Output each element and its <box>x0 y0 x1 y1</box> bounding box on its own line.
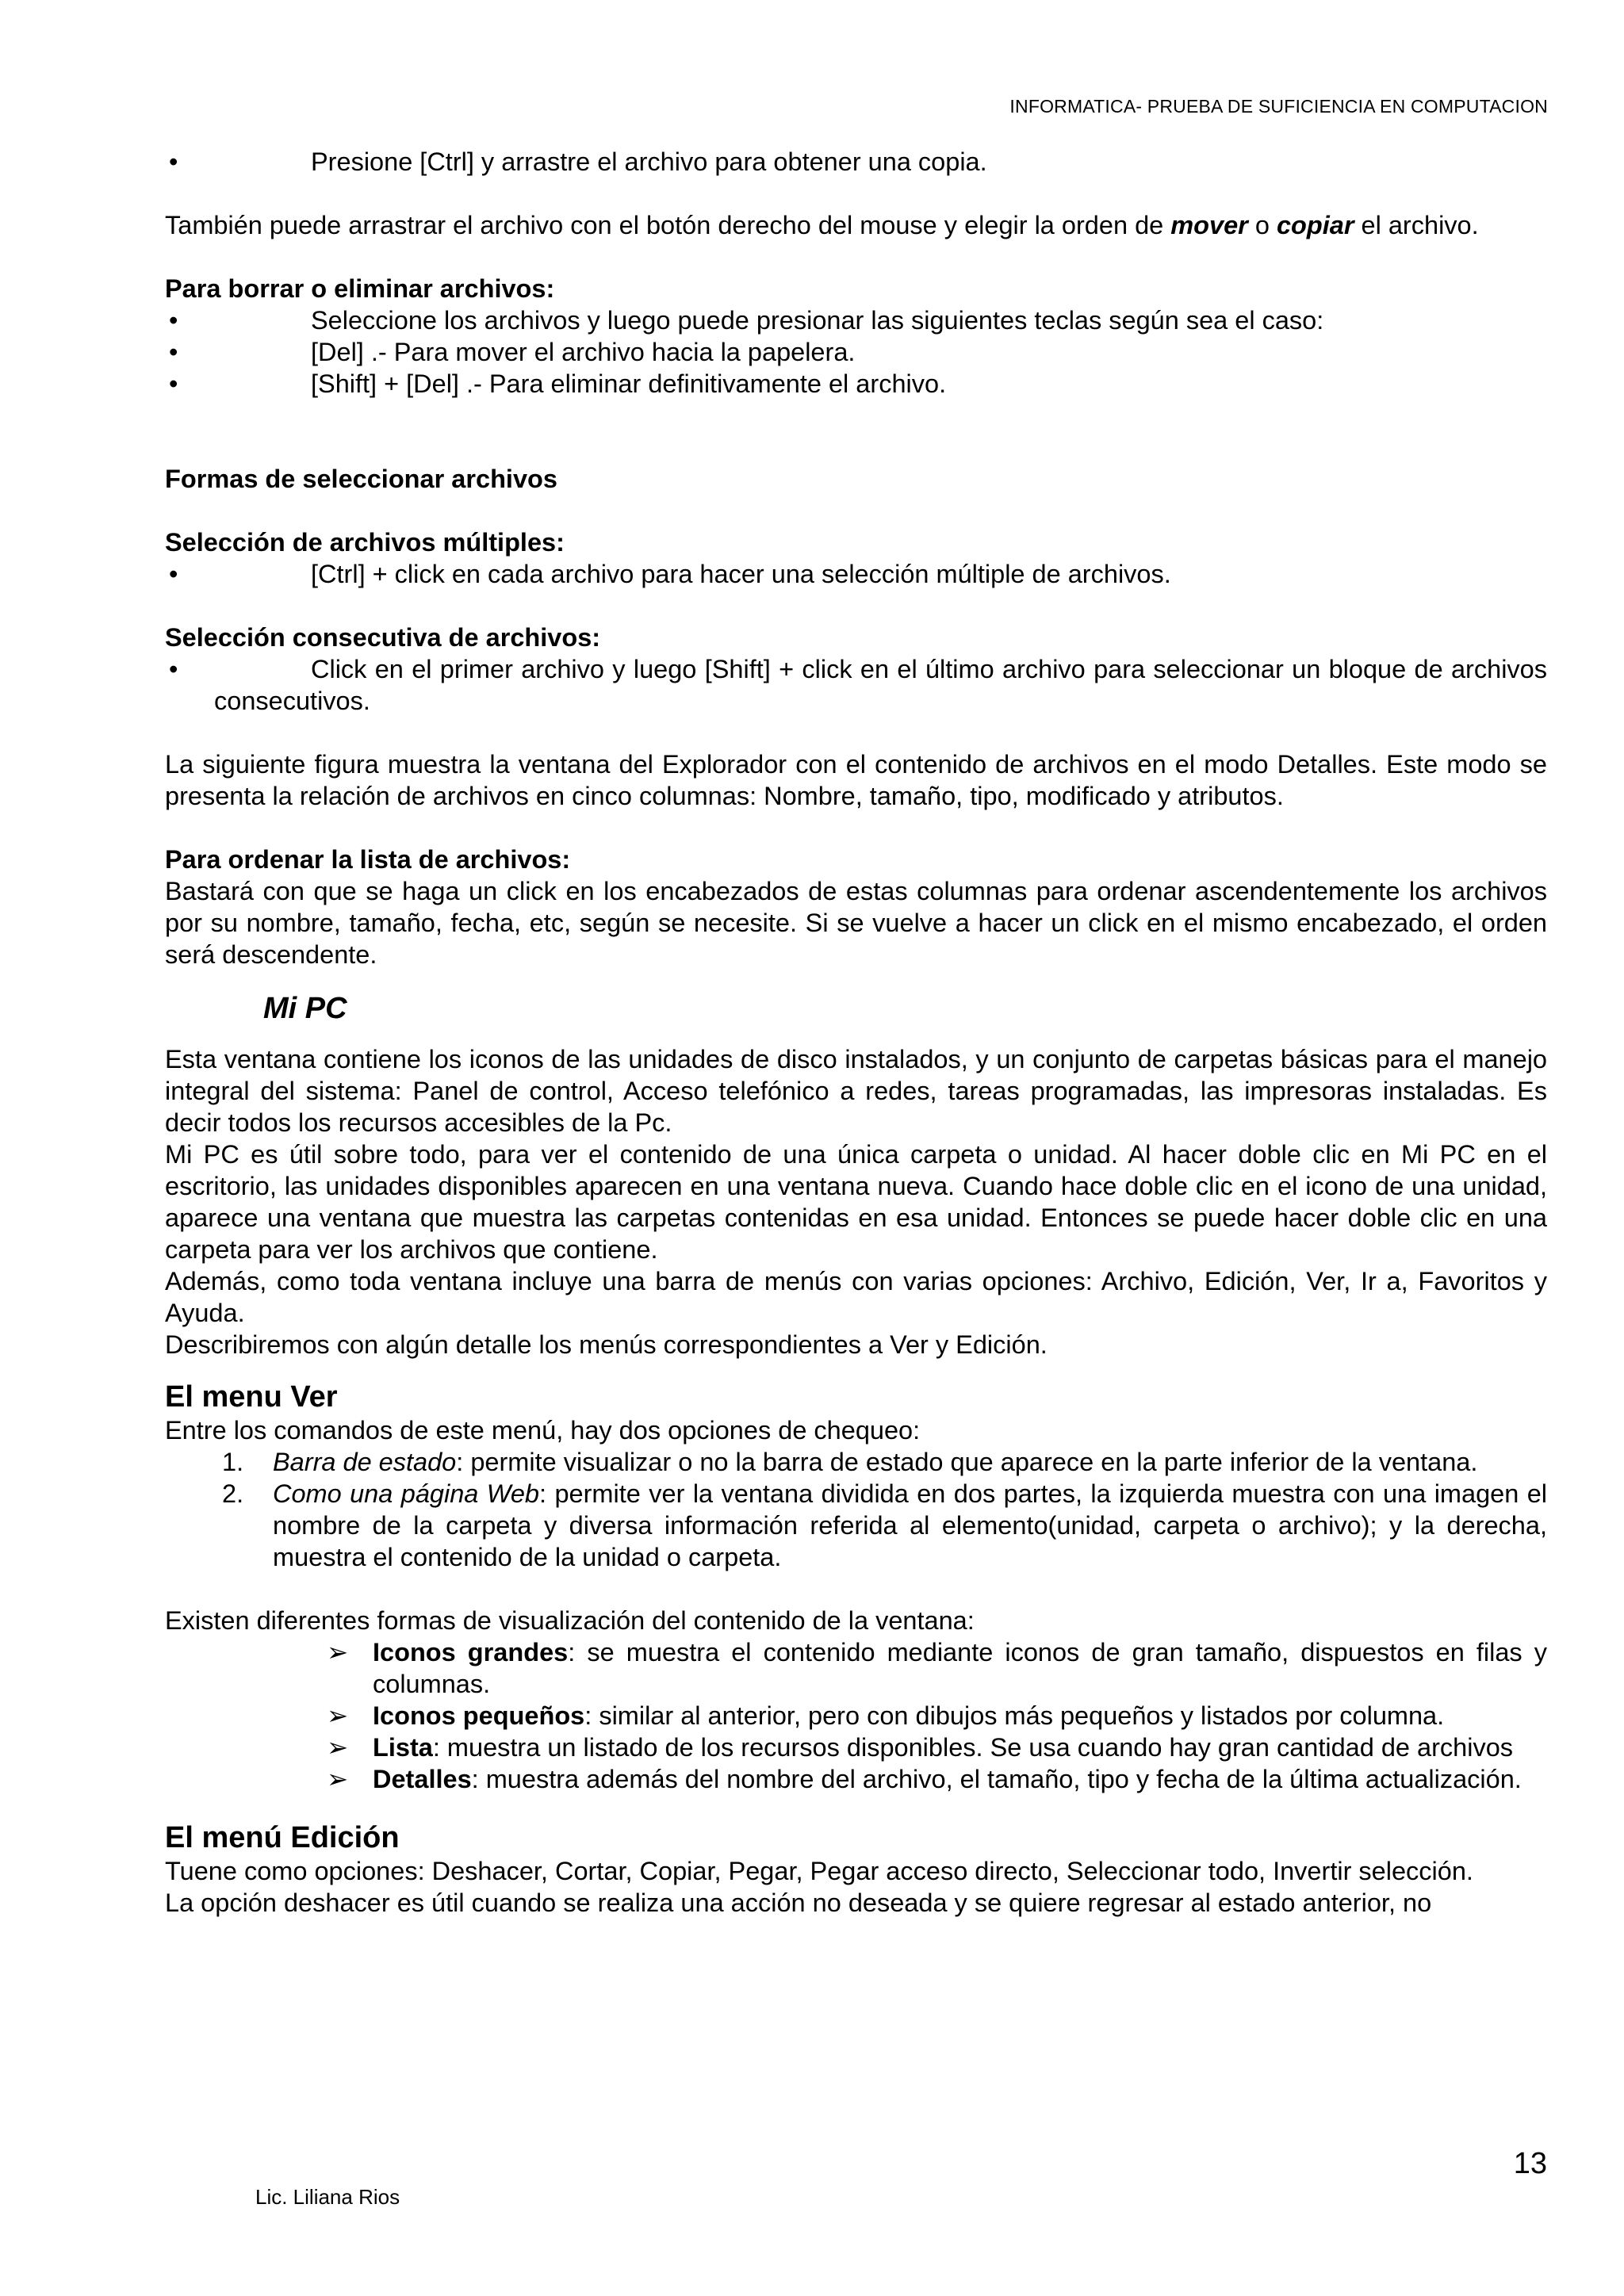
subheading-ordenar: Para ordenar la lista de archivos: <box>165 845 571 874</box>
section-heading-seleccionar: Formas de seleccionar archivos <box>165 465 557 493</box>
paragraph: Describiremos con algún detalle los menús correspondientes a Ver y Edición. <box>165 1330 1048 1359</box>
page-body <box>165 146 1547 1919</box>
emphasis-copiar: copiar <box>1276 211 1354 239</box>
bullet-icon: • <box>169 338 178 366</box>
arrow-bullet-icon: ➢ <box>327 1638 349 1667</box>
list-item <box>165 146 1547 178</box>
arrow-list-item: ➢ Iconos grandes: se muestra el contenido mediante iconos de gran tamaño, dispuestos en filas y columnas. <box>327 1638 1547 1698</box>
arrow-list-item: ➢ Detalles: muestra además del nombre del archivo, el tamaño, tipo y fecha de la última actualización. <box>327 1765 1522 1793</box>
bullet-icon: • <box>169 147 178 176</box>
page-number: 13 <box>1513 2147 1547 2180</box>
section-heading-menu-edicion: El menú Edición <box>165 1821 400 1854</box>
emphasis-mover: mover <box>1170 211 1248 239</box>
section-heading-menu-ver: El menu Ver <box>165 1380 338 1414</box>
list-item: • [Ctrl] + click en cada archivo para hacer una selección múltiple de archivos. <box>169 560 1171 588</box>
list-item: • [Del] .- Para mover el archivo hacia la papelera. <box>169 338 856 366</box>
list-item-text: Presione [Ctrl] y arrastre el archivo para obtener una copia. <box>311 147 987 176</box>
paragraph: Además, como toda ventana incluye una barra de menús con varias opciones: Archivo, Edición, Ver, Ir a, Favoritos y Ayuda. <box>165 1267 1547 1327</box>
section-heading-borrar: Para borrar o eliminar archivos: <box>165 274 555 303</box>
paragraph: También puede arrastrar el archivo con el botón derecho del mouse y elegir la orden de mover o copiar el archivo. <box>165 211 1479 239</box>
bullet-icon: • <box>169 560 178 588</box>
paragraph: La siguiente figura muestra la ventana del Explorador con el contenido de archivos en el modo Detalles. Este modo se presenta la relación de archivos en cinco columnas: Nombre, tamaño, tipo, modificado y atributos. <box>165 750 1547 810</box>
paragraph: Bastará con que se haga un click en los encabezados de estas columnas para ordenar ascendentemente los archivos por su nombre, tamaño, fecha, etc, según se necesite. Si se vuelve a hacer un click en el mismo encabezado, el orden será descendente. <box>165 877 1547 969</box>
bullet-icon: • <box>169 306 178 335</box>
running-header: INFORMATICA- PRUEBA DE SUFICIENCIA EN COMPUTACION <box>1009 96 1548 117</box>
subheading-multiples: Selección de archivos múltiples: <box>165 528 565 557</box>
list-item: • Click en el primer archivo y luego [Shift] + click en el último archivo para seleccionar un bloque de archivos consecutivos. <box>169 655 1547 715</box>
footer-author: Lic. Liliana Rios <box>255 2185 400 2209</box>
arrow-bullet-icon: ➢ <box>327 1765 349 1793</box>
numbered-item: 1. Barra de estado: permite visualizar o no la barra de estado que aparece en la parte inferior de la ventana. <box>222 1448 1478 1476</box>
bullet-icon: • <box>169 369 178 398</box>
arrow-list-item: ➢ Iconos pequeños: similar al anterior, pero con dibujos más pequeños y listados por columna. <box>327 1701 1445 1730</box>
arrow-list-item: ➢ Lista: muestra un listado de los recursos disponibles. Se usa cuando hay gran cantidad de archivos <box>327 1733 1514 1762</box>
paragraph: La opción deshacer es útil cuando se realiza una acción no deseada y se quiere regresar al estado anterior, no <box>165 1888 1432 1917</box>
bullet-icon: • <box>169 655 178 683</box>
paragraph: Entre los comandos de este menú, hay dos opciones de chequeo: <box>165 1416 921 1445</box>
section-heading-mipc: Mi PC <box>263 992 347 1025</box>
paragraph: Tuene como opciones: Deshacer, Cortar, Copiar, Pegar, Pegar acceso directo, Seleccionar todo, Invertir selección. <box>165 1857 1473 1885</box>
subheading-consecutiva: Selección consecutiva de archivos: <box>165 623 601 652</box>
paragraph: Mi PC es útil sobre todo, para ver el contenido de una única carpeta o unidad. Al hacer doble clic en Mi PC en el escritorio, las unidades disponibles aparecen en una ventana nueva. Cuando hace doble clic en el icono de una unidad, aparece una ventana que muestra las carpetas contenidas en esa unidad. Entonces se puede hacer doble clic en una carpeta para ver los archivos que contiene. <box>165 1140 1547 1264</box>
numbered-item: 2. Como una página Web: permite ver la ventana dividida en dos partes, la izquierda muestra con una imagen el nombre de la carpeta y diversa información referida al elemento(unidad, carpeta o archivo); y la derecha, muestra el contenido de la unidad o carpeta. <box>222 1479 1548 1571</box>
arrow-bullet-icon: ➢ <box>327 1701 349 1730</box>
arrow-bullet-icon: ➢ <box>327 1733 349 1762</box>
list-item: • [Shift] + [Del] .- Para eliminar definitivamente el archivo. <box>169 369 947 398</box>
list-item: • Seleccione los archivos y luego puede presionar las siguientes teclas según sea el caso: <box>169 306 1324 335</box>
paragraph: Existen diferentes formas de visualización del contenido de la ventana: <box>165 1606 975 1635</box>
paragraph: Esta ventana contiene los iconos de las unidades de disco instalados, y un conjunto de carpetas básicas para el manejo integral del sistema: Panel de control, Acceso telefónico a redes, tareas programadas, las impresoras instaladas. Es decir todos los recursos accesibles de la Pc. <box>165 1045 1547 1137</box>
